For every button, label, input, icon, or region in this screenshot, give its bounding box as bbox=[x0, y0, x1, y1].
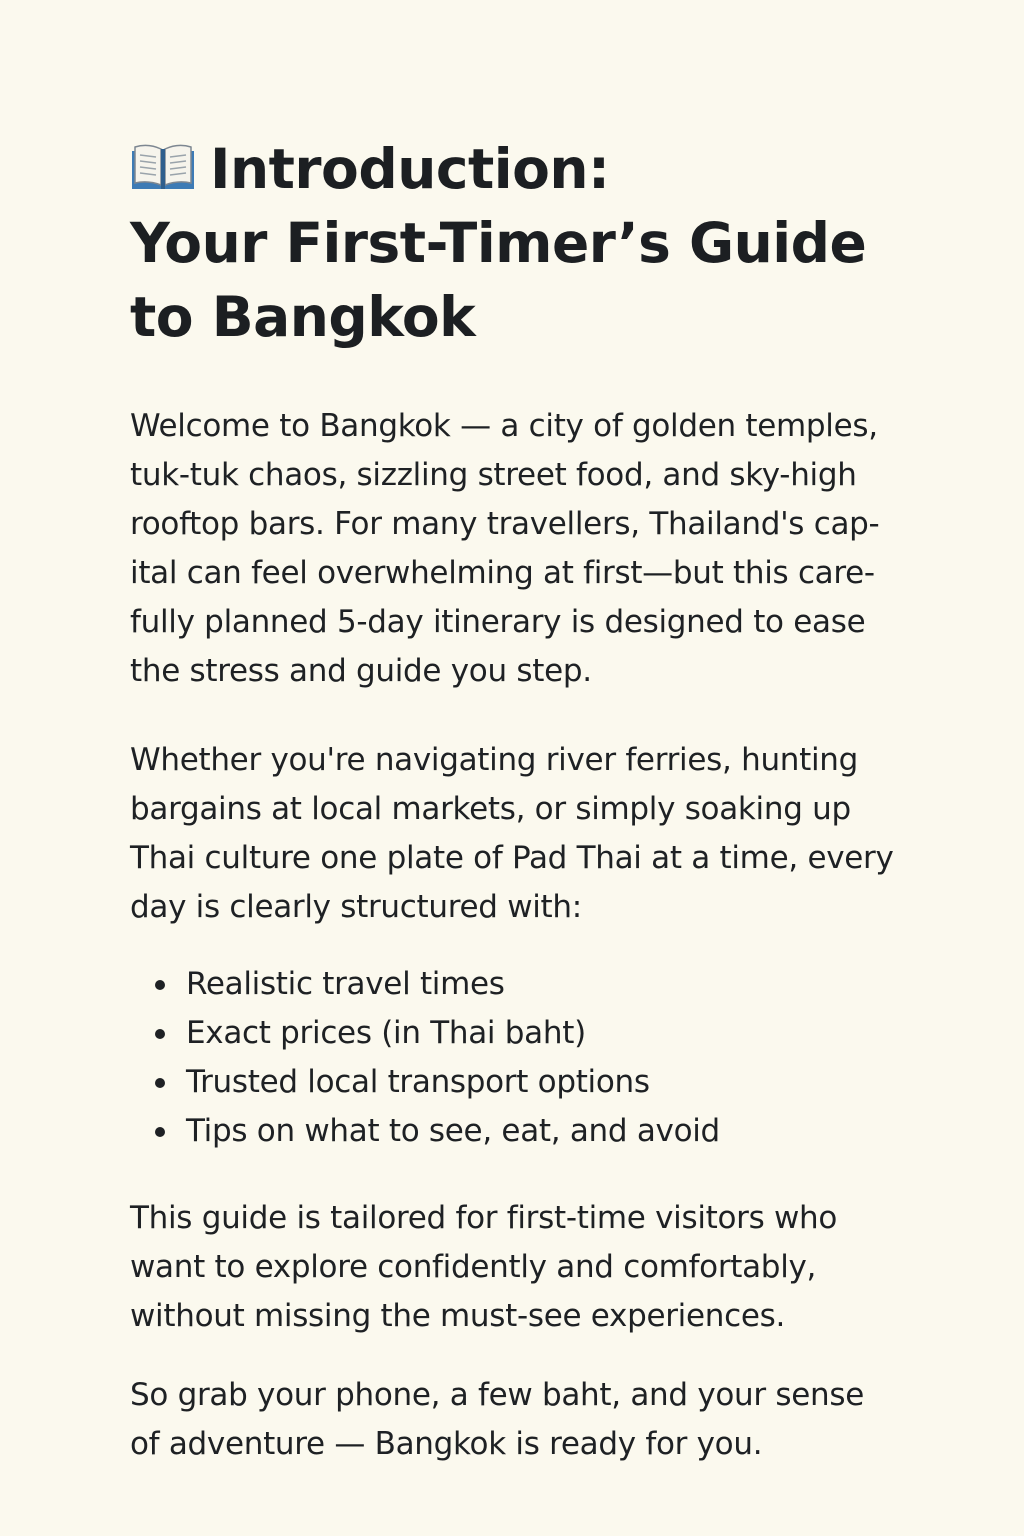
list-item bbox=[186, 1058, 950, 1107]
title-line-3: to Bangkok bbox=[130, 285, 476, 349]
text-line: This guide is tailored for first-time visitors who bbox=[130, 1200, 838, 1236]
text-line: the stress and guide you step. bbox=[130, 653, 592, 689]
intro-paragraph bbox=[130, 402, 950, 696]
title-line-2: Your First-Timer’s Guide bbox=[130, 211, 867, 275]
closing-paragraph bbox=[130, 1371, 950, 1469]
text-line: fully planned 5-day itinerary is designed to ease bbox=[130, 604, 866, 640]
title-line-1 bbox=[130, 132, 950, 206]
list-item-text: Trusted local transport options bbox=[186, 1064, 650, 1100]
bullet-icon bbox=[155, 1029, 165, 1039]
text-line: tuk-tuk chaos, sizzling street food, and sky-high bbox=[130, 457, 857, 493]
text-line: of adventure — Bangkok is ready for you. bbox=[130, 1426, 763, 1462]
text-line: Thai culture one plate of Pad Thai at a time, every bbox=[130, 840, 894, 876]
list-item bbox=[186, 1107, 950, 1156]
text-line: Welcome to Bangkok — a city of golden temples, bbox=[130, 408, 878, 444]
text-line: bargains at local markets, or simply soaking up bbox=[130, 791, 851, 827]
list-item-text: Realistic travel times bbox=[186, 966, 505, 1002]
page-title bbox=[130, 132, 950, 354]
text-line: day is clearly structured with: bbox=[130, 889, 582, 925]
text-line: ital can feel overwhelming at first—but this care- bbox=[130, 555, 875, 591]
article bbox=[130, 132, 950, 1509]
list-item bbox=[186, 960, 950, 1009]
title-text-1: Introduction: bbox=[210, 137, 610, 201]
list-item bbox=[186, 1009, 950, 1058]
text-line: Whether you're navigating river ferries, hunting bbox=[130, 742, 859, 778]
text-line: want to explore confidently and comfortably, bbox=[130, 1249, 817, 1285]
text-line: So grab your phone, a few baht, and your sense bbox=[130, 1377, 864, 1413]
text-line: without missing the must-see experiences. bbox=[130, 1298, 786, 1334]
list-item-text: Exact prices (in Thai baht) bbox=[186, 1015, 586, 1051]
feature-list bbox=[130, 960, 950, 1156]
whether-paragraph bbox=[130, 736, 950, 932]
list-item-text: Tips on what to see, eat, and avoid bbox=[186, 1113, 720, 1149]
bullet-icon bbox=[155, 980, 165, 990]
open-book-icon bbox=[130, 143, 196, 191]
tailored-paragraph bbox=[130, 1194, 950, 1341]
text-line: rooftop bars. For many travellers, Thailand's cap- bbox=[130, 506, 880, 542]
bullet-icon bbox=[155, 1127, 165, 1137]
bullet-icon bbox=[155, 1078, 165, 1088]
